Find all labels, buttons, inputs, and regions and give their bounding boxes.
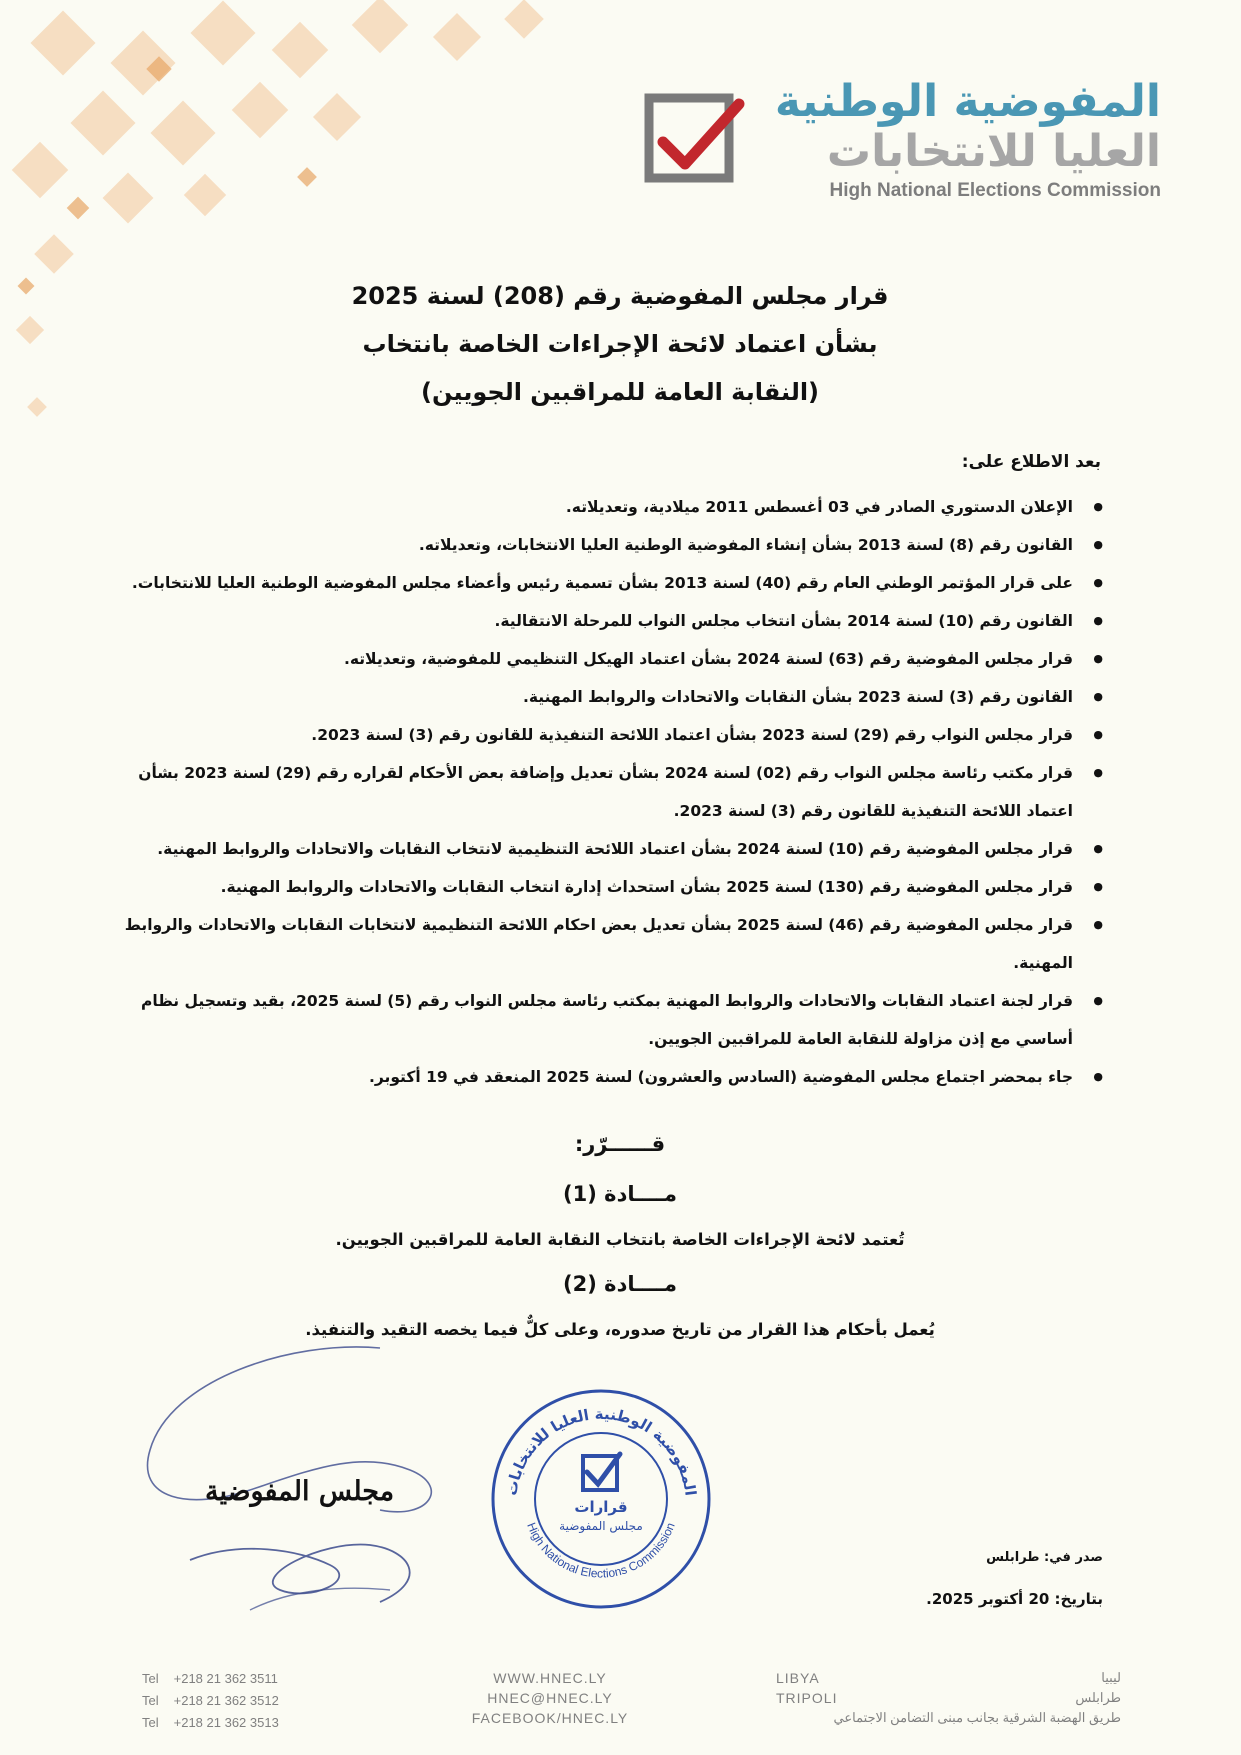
facebook-link[interactable]: FACEBOOK/HNEC.LY	[471, 1710, 629, 1726]
logo-arabic-line1: المفوضية الوطنية	[774, 76, 1161, 127]
issue-date: بتاريخ: 20 أكتوبر 2025.	[926, 1590, 1103, 1608]
seal-english-ring-text: High National Elections Commission	[524, 1520, 678, 1581]
list-item: ● قرار مجلس النواب رقم (29) لسنة 2023 بشأن اعتماد اللائحة التنفيذية للقانون رقم (3) لسنة 2023.	[100, 716, 1103, 754]
website-link[interactable]: WWW.HNEC.LY	[493, 1670, 607, 1686]
article-1-heading: مــــادة (1)	[563, 1182, 677, 1206]
ballot-check-logo-icon	[641, 90, 745, 194]
footer-address-english: LIBYA TRIPOLI	[776, 1670, 838, 1706]
phone-number: +218 21 362 3513	[173, 1715, 279, 1730]
page-footer	[0, 1668, 1241, 1748]
decided-heading: قــــــرّر:	[574, 1132, 666, 1156]
intro-heading: بعد الاطلاع على:	[961, 452, 1101, 472]
list-item: ● على قرار المؤتمر الوطني العام رقم (40) لسنة 2013 بشأن تسمية رئيس وأعضاء مجلس المفوضية الوطنية العليا للانتخابات.	[100, 564, 1103, 602]
list-item: ● قرار مجلس المفوضية رقم (130) لسنة 2025 بشأن استحداث إدارة انتخاب النقابات والاتحادات والروابط المهنية.	[100, 868, 1103, 906]
issued-place: صدر في: طرابلس	[986, 1550, 1103, 1565]
list-item: ● قرار مجلس المفوضية رقم (10) لسنة 2024 بشأن اعتماد اللائحة التنظيمية لانتخاب النقابات والاتحادات والروابط المهنية.	[100, 830, 1103, 868]
list-item: ● قرار مجلس المفوضية رقم (46) لسنة 2025 بشأن تعديل بعض احكام اللائحة التنظيمية لانتخابات النقابات والاتحادات والروابط المهنية.	[100, 906, 1103, 982]
council-signature-label: مجلس المفوضية	[205, 1476, 395, 1507]
list-item: ● القانون رقم (8) لسنة 2013 بشأن إنشاء المفوضية الوطنية العليا الانتخابات، وتعديلاته.	[100, 526, 1103, 564]
phone-row: Tel +218 21 362 3513	[142, 1715, 279, 1730]
list-item: ● جاء بمحضر اجتماع مجلس المفوضية (السادس والعشرون) لسنة 2025 المنعقد في 19 أكتوبر.	[100, 1058, 1103, 1096]
phone-number: +218 21 362 3511	[173, 1671, 278, 1686]
logo-english-name: High National Elections Commission	[829, 180, 1161, 201]
decision-subject: بشأن اعتماد لائحة الإجراءات الخاصة بانتخاب	[362, 330, 878, 358]
phone-row: Tel +218 21 362 3512	[142, 1693, 279, 1708]
email-link[interactable]: HNEC@HNEC.LY	[487, 1690, 613, 1706]
list-item: ● قرار لجنة اعتماد النقابات والاتحادات والروابط المهنية بمكتب رئاسة مجلس النواب رقم (5) لسنة 2025، بقيد وتسجيل نظام أساسي مع إذن مزاولة للنقابة العامة للمراقبين الجويين.	[100, 982, 1103, 1058]
article-2-heading: مــــادة (2)	[563, 1272, 677, 1296]
phone-row: Tel +218 21 362 3511	[142, 1671, 278, 1686]
seal-center-line1: قرارات	[574, 1498, 628, 1516]
footer-address-arabic: ليبيا طرابلس طريق الهضبة الشرقية بجانب مبنى التضامن الاجتماعي	[833, 1670, 1121, 1725]
seal-arabic-ring-text: المفوضية الوطنية العليا للانتخابات	[502, 1404, 700, 1497]
hnec-logo	[641, 78, 1161, 208]
list-item: ● الإعلان الدستوري الصادر في 03 أغسطس 2011 ميلادية، وتعديلاته.	[100, 488, 1103, 526]
list-item: ● القانون رقم (10) لسنة 2014 بشأن انتخاب مجلس النواب للمرحلة الانتقالية.	[100, 602, 1103, 640]
logo-arabic-line2: العليا للانتخابات	[826, 126, 1161, 177]
article-1-text: تُعتمد لائحة الإجراءات الخاصة بانتخاب النقابة العامة للمراقبين الجويين.	[335, 1230, 905, 1249]
list-item: ● قرار مكتب رئاسة مجلس النواب رقم (02) لسنة 2024 بشأن تعديل وإضافة بعض الأحكام لقراره رقم (29) لسنة 2023 بشأن اعتماد اللائحة التنفيذية للقانون رقم (3) لسنة 2023.	[100, 754, 1103, 830]
article-2-text: يُعمل بأحكام هذا القرار من تاريخ صدوره، وعلى كلٌّ فيما يخصه التقيد والتنفيذ.	[305, 1320, 935, 1339]
phone-number: +218 21 362 3512	[173, 1693, 279, 1708]
list-item: ● القانون رقم (3) لسنة 2023 بشأن النقابات والاتحادات والروابط المهنية.	[100, 678, 1103, 716]
references-list	[100, 488, 1103, 1096]
footer-phones	[142, 1668, 279, 1734]
decision-title: قرار مجلس المفوضية رقم (208) لسنة 2025	[351, 282, 889, 310]
list-item: ● قرار مجلس المفوضية رقم (63) لسنة 2024 بشأن اعتماد الهيكل التنظيمي للمفوضية، وتعديلاته.	[100, 640, 1103, 678]
seal-center-line2: مجلس المفوضية	[559, 1519, 643, 1533]
official-seal-stamp	[486, 1384, 716, 1614]
decision-subject-union: (النقابة العامة للمراقبين الجويين)	[420, 378, 820, 406]
footer-web-links	[430, 1668, 670, 1728]
